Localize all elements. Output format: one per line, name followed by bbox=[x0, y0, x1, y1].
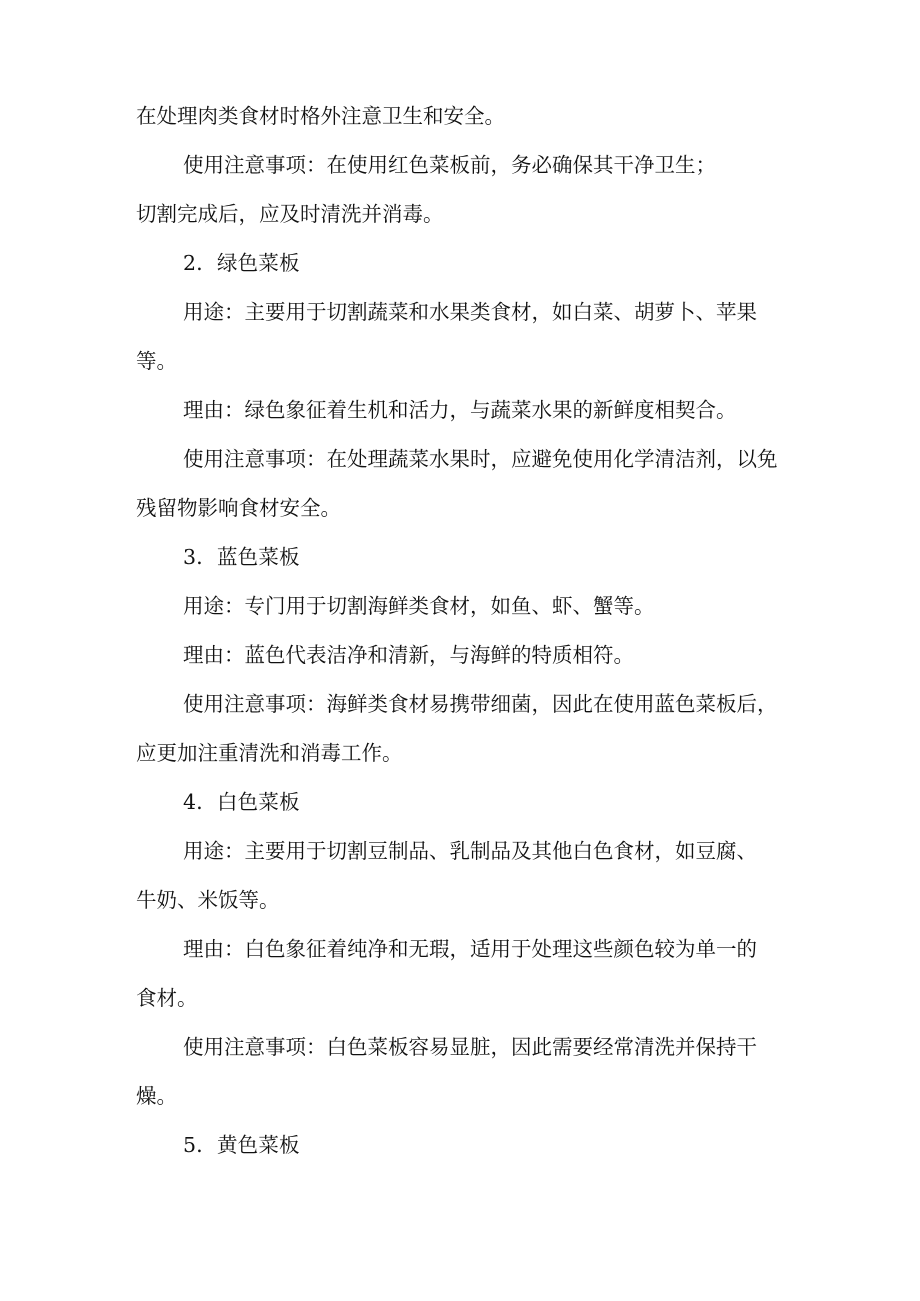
text-line-5: 用途：主要用于切割蔬菜和水果类食材，如白菜、胡萝卜、苹果 bbox=[183, 300, 757, 324]
text-line-6: 等。 bbox=[136, 349, 177, 373]
text-line-1: 在处理肉类食材时格外注意卫生和安全。 bbox=[136, 104, 505, 128]
text-line-3: 切割完成后，应及时清洗并消毒。 bbox=[136, 202, 444, 226]
text-line-7: 理由：绿色象征着生机和活力，与蔬菜水果的新鲜度相契合。 bbox=[183, 398, 737, 422]
text-line-9: 残留物影响食材安全。 bbox=[136, 496, 341, 520]
text-line-11: 用途：专门用于切割海鲜类食材，如鱼、虾、蟹等。 bbox=[183, 594, 655, 618]
section-heading-green-board: 2．绿色菜板 bbox=[183, 251, 300, 275]
section-heading-white-board: 4．白色菜板 bbox=[183, 790, 300, 814]
text-line-2: 使用注意事项：在使用红色菜板前，务必确保其干净卫生； bbox=[183, 153, 716, 177]
document-body bbox=[136, 92, 796, 1170]
section-heading-blue-board: 3．蓝色菜板 bbox=[183, 545, 300, 569]
text-line-19: 食材。 bbox=[136, 986, 198, 1010]
text-line-13: 使用注意事项：海鲜类食材易携带细菌，因此在使用蓝色菜板后， bbox=[183, 692, 778, 716]
text-line-17: 牛奶、米饭等。 bbox=[136, 888, 280, 912]
text-line-8: 使用注意事项：在处理蔬菜水果时，应避免使用化学清洁剂，以免 bbox=[183, 447, 778, 471]
text-line-18: 理由：白色象征着纯净和无瑕，适用于处理这些颜色较为单一的 bbox=[183, 937, 757, 961]
text-line-14: 应更加注重清洗和消毒工作。 bbox=[136, 741, 403, 765]
text-line-20: 使用注意事项：白色菜板容易显脏，因此需要经常清洗并保持干 bbox=[183, 1035, 757, 1059]
text-line-21: 燥。 bbox=[136, 1084, 177, 1108]
section-heading-yellow-board: 5．黄色菜板 bbox=[183, 1133, 300, 1157]
text-line-16: 用途：主要用于切割豆制品、乳制品及其他白色食材，如豆腐、 bbox=[183, 839, 757, 863]
text-line-12: 理由：蓝色代表洁净和清新，与海鲜的特质相符。 bbox=[183, 643, 634, 667]
